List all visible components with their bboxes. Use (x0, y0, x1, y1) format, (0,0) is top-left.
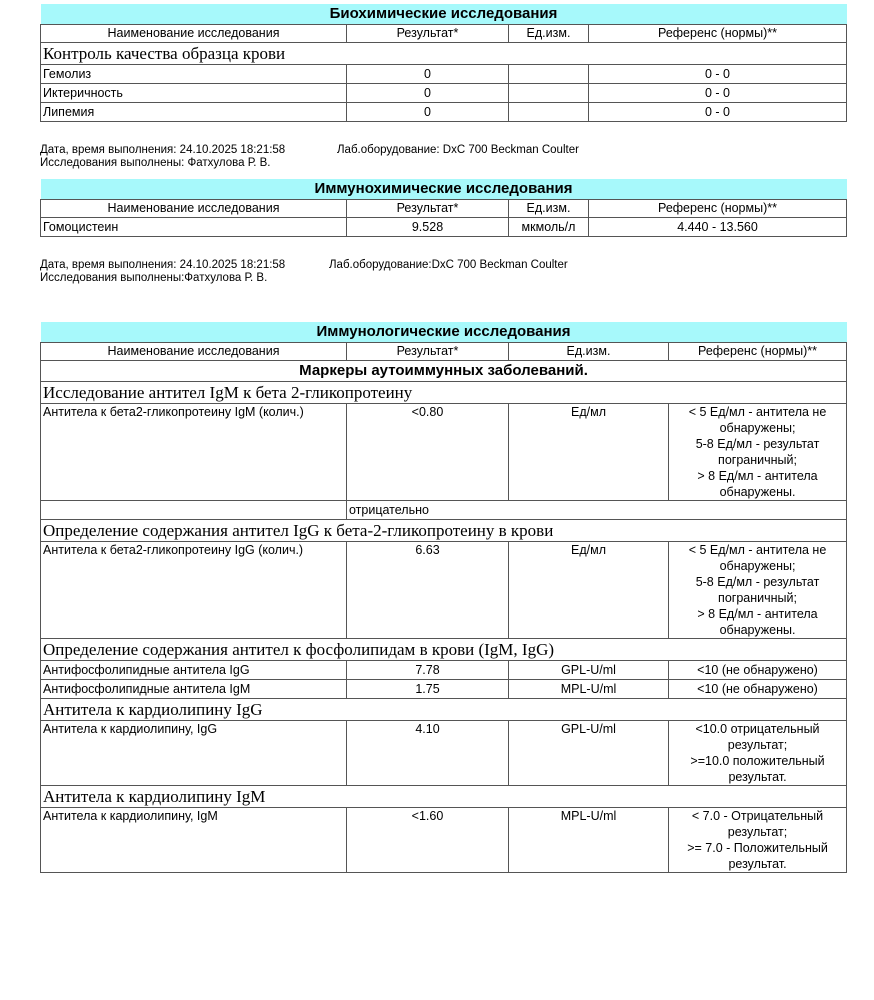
reference-line: обнаружены; (719, 559, 796, 573)
test-result: 7.78 (347, 661, 509, 680)
test-result: <0.80 (347, 404, 509, 501)
column-header-name: Наименование исследования (41, 200, 347, 218)
column-header-name: Наименование исследования (41, 343, 347, 361)
test-name: Гомоцистеин (41, 218, 347, 237)
immunology-table (40, 322, 847, 873)
table-row (41, 661, 847, 680)
immunochem-table (40, 179, 847, 237)
test-name: Антитела к бета2-гликопротеину IgG (колич.) (41, 542, 347, 639)
test-name: Липемия (41, 103, 347, 122)
reference-line: 5-8 Ед/мл - результат (695, 575, 820, 589)
column-header-reference: Референс (нормы)** (669, 343, 847, 361)
column-header-result: Результат* (347, 200, 509, 218)
test-result: 9.528 (347, 218, 509, 237)
section-title: Иммунохимические исследования (41, 179, 847, 200)
test-name: Иктеричность (41, 84, 347, 103)
test-result: 1.75 (347, 680, 509, 699)
test-unit: Ед/мл (509, 542, 669, 639)
test-reference (669, 542, 847, 639)
reference-line: результат. (728, 770, 787, 784)
table-row (41, 65, 847, 84)
test-unit (509, 103, 589, 122)
test-reference (669, 808, 847, 873)
reference-line: обнаружены. (719, 485, 796, 499)
table-row (41, 218, 847, 237)
test-unit: MPL-U/ml (509, 808, 669, 873)
table-row (41, 808, 847, 873)
test-result: 0 (347, 84, 509, 103)
test-reference (669, 404, 847, 501)
section-title: Биохимические исследования (41, 4, 847, 25)
test-reference: <10 (не обнаружено) (669, 680, 847, 699)
test-reference: 4.440 - 13.560 (589, 218, 847, 237)
column-header-unit: Ед.изм. (509, 343, 669, 361)
group-title: Контроль качества образца крови (41, 43, 847, 65)
test-reference: 0 - 0 (589, 65, 847, 84)
column-header-result: Результат* (347, 343, 509, 361)
group-title: Антитела к кардиолипину IgM (41, 786, 847, 808)
test-name: Гемолиз (41, 65, 347, 84)
test-unit: Ед/мл (509, 404, 669, 501)
test-result: 6.63 (347, 542, 509, 639)
test-unit (509, 84, 589, 103)
group-title: Антитела к кардиолипину IgG (41, 699, 847, 721)
column-header-unit: Ед.изм. (509, 25, 589, 43)
column-header-name: Наименование исследования (41, 25, 347, 43)
reference-line: пограничный; (718, 591, 797, 605)
performer: Исследования выполнены: Фатхулова Р. В. (40, 157, 271, 169)
column-header-reference: Референс (нормы)** (589, 25, 847, 43)
group-title: Исследование антител IgM к бета 2-гликопротеину (41, 382, 847, 404)
biochem-table (40, 4, 847, 122)
test-unit: GPL-U/ml (509, 721, 669, 786)
column-header-reference: Референс (нормы)** (589, 200, 847, 218)
immunochem-meta (40, 259, 568, 285)
section-title: Иммунологические исследования (41, 322, 847, 343)
execution-date: Дата, время выполнения: 24.10.2025 18:21:58 (40, 259, 286, 271)
reference-line: результат; (727, 825, 788, 839)
reference-line: обнаружены; (719, 421, 796, 435)
empty-cell (41, 501, 347, 520)
lab-equipment: Лаб.оборудование: DxC 700 Beckman Coulter (337, 144, 579, 156)
table-row (41, 84, 847, 103)
reference-line: результат. (728, 857, 787, 871)
reference-line: > 8 Ед/мл - антитела (697, 469, 818, 483)
table-row (41, 404, 847, 501)
execution-date: Дата, время выполнения: 24.10.2025 18:21:58 (40, 144, 286, 156)
test-unit (509, 65, 589, 84)
test-unit: MPL-U/ml (509, 680, 669, 699)
column-header-result: Результат* (347, 25, 509, 43)
table-row-note (41, 501, 847, 520)
reference-line: <10.0 отрицательный (695, 722, 820, 736)
test-result: 0 (347, 65, 509, 84)
reference-line: >= 7.0 - Положительный (687, 841, 828, 855)
test-unit: мкмоль/л (509, 218, 589, 237)
test-reference: 0 - 0 (589, 103, 847, 122)
test-result: <1.60 (347, 808, 509, 873)
test-unit: GPL-U/ml (509, 661, 669, 680)
biochem-meta (40, 144, 579, 170)
test-name: Антифосфолипидные антитела IgG (41, 661, 347, 680)
column-header-unit: Ед.изм. (509, 200, 589, 218)
group-title: Определение содержания антител IgG к бета-2-гликопротеину в крови (41, 520, 847, 542)
performer: Исследования выполнены:Фатхулова Р. В. (40, 272, 268, 284)
reference-line: пограничный; (718, 453, 797, 467)
lab-equipment: Лаб.оборудование:DxC 700 Beckman Coulter (329, 259, 568, 271)
test-name: Антитела к кардиолипину, IgM (41, 808, 347, 873)
test-reference: <10 (не обнаружено) (669, 661, 847, 680)
reference-line: обнаружены. (719, 623, 796, 637)
reference-line: >=10.0 положительный (690, 754, 825, 768)
test-reference: 0 - 0 (589, 84, 847, 103)
group-title: Определение содержания антител к фосфолипидам в крови (IgM, IgG) (41, 639, 847, 661)
table-row (41, 721, 847, 786)
reference-line: результат; (727, 738, 788, 752)
table-row (41, 542, 847, 639)
reference-line: < 7.0 - Отрицательный (691, 809, 824, 823)
test-name: Антитела к бета2-гликопротеину IgM (колич.) (41, 404, 347, 501)
test-name: Антитела к кардиолипину, IgG (41, 721, 347, 786)
test-result: 0 (347, 103, 509, 122)
result-interpretation: отрицательно (347, 501, 847, 520)
table-row (41, 680, 847, 699)
test-reference (669, 721, 847, 786)
reference-line: 5-8 Ед/мл - результат (695, 437, 820, 451)
table-row (41, 103, 847, 122)
section-subtitle: Маркеры аутоиммунных заболеваний. (41, 361, 847, 382)
test-name: Антифосфолипидные антитела IgM (41, 680, 347, 699)
test-result: 4.10 (347, 721, 509, 786)
reference-line: < 5 Ед/мл - антитела не (688, 405, 827, 419)
reference-line: > 8 Ед/мл - антитела (697, 607, 818, 621)
reference-line: < 5 Ед/мл - антитела не (688, 543, 827, 557)
